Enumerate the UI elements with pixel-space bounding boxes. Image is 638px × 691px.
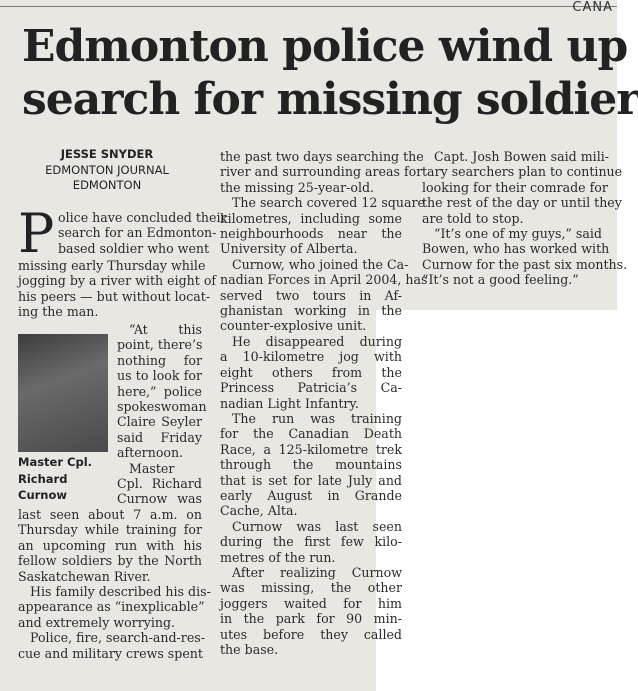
text-line: an upcoming run with his (18, 537, 202, 553)
text-line: jogging by a river with eight of (18, 273, 217, 289)
caption-line: Richard (18, 471, 68, 486)
dateline: EDMONTON (72, 178, 142, 192)
text-line: spokeswoman (117, 399, 207, 415)
text-line: for the Canadian Death (220, 426, 402, 442)
text-line: the past two days searching the (220, 149, 424, 164)
text-line: Curnow was last seen (232, 518, 402, 534)
text-line: search for an Edmonton- (58, 225, 217, 241)
text-line: counter-explosive unit. (220, 318, 367, 334)
lead-paragraph-start (58, 210, 227, 256)
text-line: and extremely worrying. (18, 614, 176, 630)
text-line: cue and military crews spent (18, 645, 203, 661)
text-line: served two tours in Af- (220, 287, 402, 303)
text-line: us to look for (117, 368, 202, 384)
text-line: Bowen, who has worked with (422, 241, 610, 257)
text-line: Thursday while training for (18, 522, 202, 538)
text-line: nothing for (117, 352, 202, 368)
text-line: Capt. Josh Bowen said mili- (434, 149, 610, 164)
caption-line: Master Cpl. (18, 455, 93, 469)
text-line: afternoon. (117, 445, 184, 461)
text-line: that is set for late July and (220, 472, 402, 488)
text-line: Claire Seyler (117, 414, 202, 430)
photo-caption (18, 454, 110, 504)
text-line: looking for their comrade for (422, 179, 608, 195)
text-line: “It’s one of my guys,” said (434, 226, 602, 242)
text-line: Princess Patricia’s Ca- (220, 380, 402, 396)
column-1-bottom (18, 507, 211, 661)
soldier-photo (18, 334, 108, 452)
drop-cap: P (18, 202, 55, 265)
column-3 (422, 149, 628, 288)
text-line: the rest of the day or until they (422, 195, 622, 211)
text-line: ghanistan working in the (220, 303, 402, 319)
quote-paragraph (117, 322, 207, 507)
text-line: Cache, Alta. (220, 503, 298, 519)
text-line: Curnow was (117, 491, 202, 507)
text-line: the missing 25-year-old. (220, 179, 375, 195)
text-line: missing early Thursday while (18, 258, 206, 273)
text-line: His family described his dis- (30, 584, 211, 600)
text-line: After realizing Curnow (232, 564, 402, 580)
headline (22, 20, 638, 126)
text-line: early August in Grande (220, 487, 402, 503)
text-line: the base. (220, 642, 279, 657)
text-line: nadian Forces in April 2004, has (220, 272, 428, 288)
text-line: was missing, the other (220, 580, 402, 596)
text-line: kilometres, including some (220, 210, 402, 226)
text-line: Master (129, 460, 175, 476)
text-line: “It’s not a good feeling.” (422, 272, 579, 288)
text-line: utes before they called (220, 626, 402, 642)
section-tag: CANA (572, 0, 613, 15)
text-line: last seen about 7 a.m. on (18, 507, 202, 522)
text-line: tary searchers plan to continue (422, 164, 623, 180)
text-line: based soldier who went (58, 240, 210, 256)
text-line: through the mountains (220, 457, 402, 473)
text-line: He disappeared during (232, 333, 402, 349)
text-line: here,” police (117, 383, 202, 399)
text-line: river and surrounding areas for (220, 164, 423, 180)
text-line: Cpl. Richard (117, 476, 202, 492)
headline-line: Edmonton police wind up (22, 21, 628, 72)
text-line: joggers waited for him (220, 595, 402, 611)
text-line: ing the man. (18, 304, 99, 320)
text-line: his peers — but without locat- (18, 288, 211, 304)
text-line: Race, a 125-kilometre trek (220, 441, 402, 457)
column-2 (220, 149, 428, 657)
text-line: neighbourhoods near the (220, 226, 402, 242)
text-line: appearance as “inexplicable” (18, 599, 205, 615)
text-line: “At this (129, 322, 202, 337)
top-rule (0, 0, 617, 15)
text-line: University of Alberta. (220, 241, 358, 257)
text-line: during the first few kilo- (220, 534, 402, 550)
text-line: Police, fire, search-and-res- (30, 630, 205, 646)
text-line: nadian Light Infantry. (220, 395, 359, 411)
author-name: JESSE SNYDER (60, 147, 154, 161)
text-line: point, there’s (117, 337, 203, 353)
text-line: eight others from the (220, 364, 402, 380)
text-line: said Friday (117, 429, 202, 445)
text-line: metres of the run. (220, 549, 336, 565)
text-line: The run was training (232, 410, 402, 426)
caption-line: Curnow (18, 488, 68, 502)
text-line: are told to stop. (422, 210, 524, 226)
text-line: in the park for 90 min- (220, 611, 402, 627)
text-line: The search covered 12 square (232, 195, 425, 211)
text-line: Curnow, who joined the Ca- (232, 256, 409, 272)
text-line: Curnow for the past six months. (422, 256, 628, 272)
text-line: olice have concluded their (58, 210, 227, 225)
headline-line: search for missing soldier (22, 74, 638, 125)
byline (18, 147, 196, 194)
author-outlet: EDMONTON JOURNAL (45, 162, 169, 177)
text-line: Saskatchewan River. (18, 568, 151, 584)
lead-paragraph-end (18, 258, 217, 320)
text-line: a 10-kilometre jog with (220, 349, 402, 365)
text-line: fellow soldiers by the North (18, 553, 202, 569)
